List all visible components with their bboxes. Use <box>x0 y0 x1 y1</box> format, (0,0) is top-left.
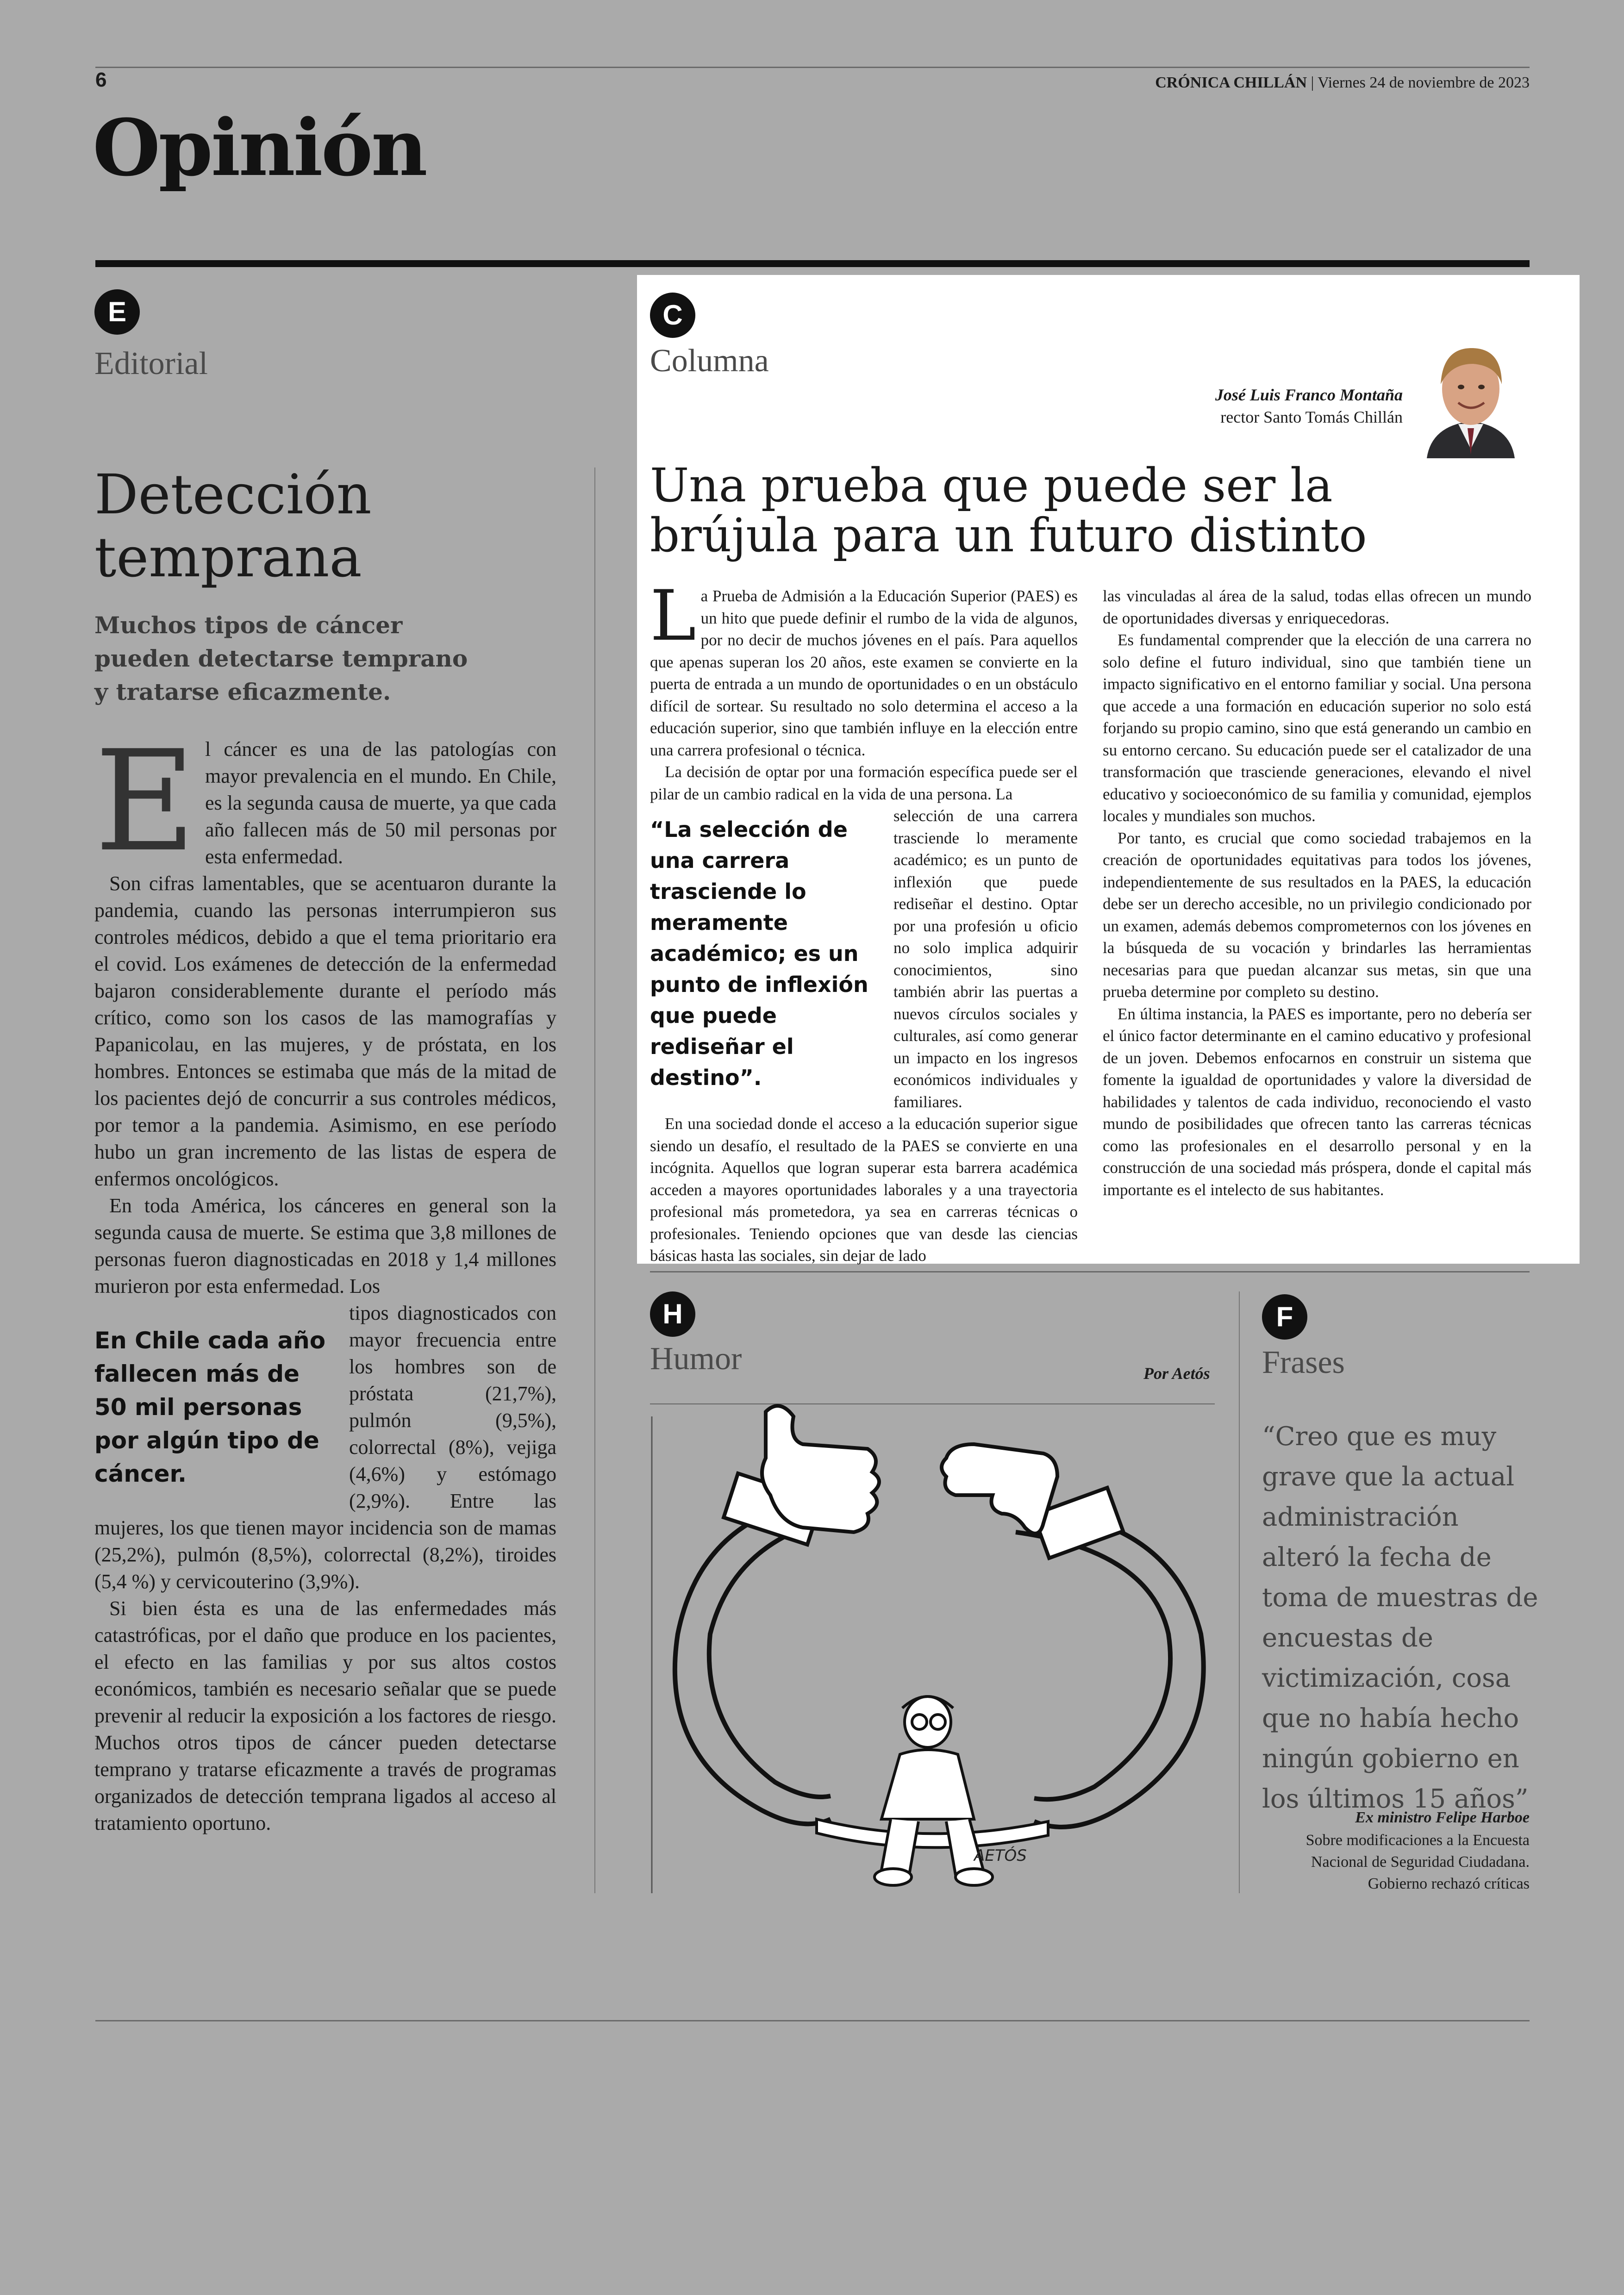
humor-badge: H <box>650 1291 695 1337</box>
column-drop-cap: L <box>650 576 696 656</box>
author-role: rector Santo Tomás Chillán <box>1220 408 1403 426</box>
editorial-paragraph: Si bien ésta es una de las enfermedades más catastróficas, por el daño que produce en los pacientes, el efecto en las familias y por sus altos costos económicos, también es necesario señalar que se puede prevenir al reducir la exposición a los factores de riesgo. Muchos otros tipos de cáncer pueden detectarse temprano y tratarse eficazmente a través de programas organizados de detección temprana ligados al acceso al tratamiento oportuno. <box>94 1597 556 1834</box>
publication-name: CRÓNICA CHILLÁN <box>1155 74 1307 91</box>
frases-quote: “Creo que es muy grave que la actual administración alteró la fecha de toma de muestras de encuestas de victimización, cosa que no había hecho ningún gobierno en los últimos 15 años” <box>1262 1422 1538 1814</box>
masthead-separator: | <box>1307 74 1318 91</box>
editorial-pull-quote: En Chile cada año fallecen más de 50 mil personas por algún tipo de cáncer. <box>94 1327 326 1487</box>
editorial-drop-cap: E <box>94 721 196 882</box>
author-photo <box>1422 333 1519 458</box>
column-paragraph: En una sociedad donde el acceso a la educación superior sigue siendo un desafío, el resultado de la PAES se convierte en una incógnita. Aquellos que logran superar esta barrera académica acceden a mayores oportunidades laborales y a una trayectoria profesional más prometedora, ya sea en carreras técnicas o profesionales. Teniendo opciones que van desde las ciencias básicas hasta las sociales, sin dejar de lado <box>650 1115 1078 1265</box>
frases-kicker: Frases <box>1262 1345 1345 1380</box>
masthead <box>1155 74 1530 92</box>
column-paragraph: Es fundamental comprender que la elección de una carrera no solo define el futuro individual, sino que también tiene un impacto significativo en el entorno familiar y social. Una persona que accede a una formación en educación superior no solo está forjando su propio camino, sino que está generando un cambio en su entorno cercano. Su educación puede ser el catalizador de una transformación que trasciende generaciones, elevando el nivel educativo y socioeconómico de su familia y comunidad, ejemplos locales y mundiales son muchos. <box>1103 631 1531 825</box>
column-paragraph: a Prueba de Admisión a la Educación Superior (PAES) es un hito que puede definir el rumbo de la vida de algunos, por no decir de muchos jóvenes en el país. Para aquellos que apenas superan los 20 años, este examen se convierte en la puerta de entrada a un mundo de oportunidades o en un obstáculo difícil de sortear. Su resultado no solo determina el acceso a la educación superior, sino que también influye en la elección entre una carrera profesional o técnica. <box>650 587 1078 759</box>
editorial-paragraph: Son cifras lamentables, que se acentuaron durante la pandemia, cuando las personas interrumpieron sus controles médicos, debido a que el tema prioritario era el covid. Los exámenes de detección de la enfermedad bajaron considerablemente durante el período más crítico, como son los casos de las mamografías y Papanicolau, en las mujeres, y de próstata, en los hombres. Entonces se estimaba que más de la mitad de los pacientes dejó de concurrir a sus controles médicos, por temor a la pandemia. Asimismo, en ese período hubo un gran incremento de las listas de espera de enfermos oncológicos. <box>94 872 556 1190</box>
editorial-headline: Detección temprana <box>94 462 372 589</box>
column-body-left <box>650 576 1078 1267</box>
humor-byline: Por Aetós <box>1143 1364 1210 1383</box>
column-paragraph: Por tanto, es crucial que como sociedad trabajemos en la creación de oportunidades equitativas para todos los jóvenes, independientemente de sus resultados en la PAES, la educación debe ser un derecho accesible, no un privilegio condicionado por un examen, además debemos comprometernos con los jóvenes en la búsqueda de su vocación y brindarles las herramientas necesarias para que puedan alcanzar sus metas, sin que una prueba determine por completo su destino. <box>1103 829 1531 1001</box>
editorial-deck: Muchos tipos de cáncer pueden detectarse temprano y tratarse eficazmente. <box>94 611 468 705</box>
top-rule <box>95 67 1530 68</box>
cartoon-signature: AETÓS <box>974 1846 1027 1865</box>
editorial-body <box>94 721 556 1837</box>
frases-badge: F <box>1262 1294 1307 1340</box>
frases-source: Ex ministro Felipe Harboe <box>1355 1809 1530 1826</box>
editorial-paragraph: l cáncer es una de las patologías con mayor prevalencia en el mundo. En Chile, es la segunda causa de muerte, ya que cada año fallecen más de 50 mil personas por esta enfermedad. <box>205 738 556 868</box>
column-kicker: Columna <box>650 343 769 379</box>
column-paragraph: las vinculadas al área de la salud, todas ellas ofrecen un mundo de oportunidades diversas y enriquecedoras. <box>1103 587 1531 627</box>
column-pull-quote: “La selección de una carrera trasciende lo meramente académico; es un punto de inflexión que puede rediseñar el destino”. <box>650 817 868 1090</box>
editorial-paragraph: En toda América, los cánceres en general son la segunda causa de muerte. Se estima que 3,8 millones de personas fueron diagnosticadas en 2018 y 1,4 millones murieron por esta enfermedad. Los <box>94 1194 556 1297</box>
editorial-paragraph: tipos diagnosticados con mayor frecuencia entre los hombres son de próstata (21,7%), pulmón (9,5%), colorrectal (8%), vejiga (4,6%) y estómago (2,9%). Entre las mujeres, los que tienen mayor incidencia son de mamas (25,2%), pulmón (8,5%), colorrectal (8,2%), tiroides (5,4 %) y cervicouterino (3,9%). <box>94 1302 556 1593</box>
column-paragraph: selección de una carrera trasciende lo meramente académico; es un punto de inflexión que puede rediseñar el destino. Optar por una profesión u oficio no solo implica adquirir conocimientos, sino también abrir las puertas a nuevos círculos sociales y culturales, así como generar un impacto en los ingresos económicos individuales y familiares. <box>893 807 1078 1111</box>
humor-cartoon <box>650 1403 1219 1902</box>
column-headline: Una prueba que puede ser la brújula para un futuro distinto <box>650 458 1367 562</box>
humor-kicker: Humor <box>650 1341 742 1377</box>
column-divider <box>594 468 595 1893</box>
editorial-badge: E <box>94 289 140 335</box>
column-paragraph: En última instancia, la PAES es importante, pero no debería ser el único factor determinante en el camino educativo y profesional de un joven. Debemos enfocarnos en construir un sistema que fomente la igualdad de oportunidades y valore la diversidad de habilidades y talentos de cada individuo, reconociendo el vasto mundo de posibilidades que ofrecen tanto las carreras técnicas como las profesionales en el desarrollo personal y en la construcción de una sociedad más próspera, donde el capital más importante es el intelecto de sus habitantes. <box>1103 1004 1531 1199</box>
section-rule <box>95 260 1530 267</box>
section-title: Opinión <box>93 102 426 193</box>
issue-date: Viernes 24 de noviembre de 2023 <box>1318 74 1530 91</box>
column-body-right <box>1103 585 1531 1201</box>
frases-context: Sobre modificaciones a la Encuesta Nacional de Seguridad Ciudadana. Gobierno rechazó críticas <box>1305 1832 1530 1892</box>
column-badge: C <box>650 293 695 338</box>
page-number: 6 <box>95 69 107 91</box>
lower-rule <box>650 1271 1530 1272</box>
editorial-kicker: Editorial <box>94 346 208 381</box>
column-divider <box>1239 1291 1240 1893</box>
bottom-rule <box>95 2020 1530 2021</box>
column-paragraph: La decisión de optar por una formación específica puede ser el pilar de un cambio radical en la vida de una persona. La <box>650 763 1078 803</box>
author-name: José Luis Franco Montaña <box>1215 386 1403 404</box>
